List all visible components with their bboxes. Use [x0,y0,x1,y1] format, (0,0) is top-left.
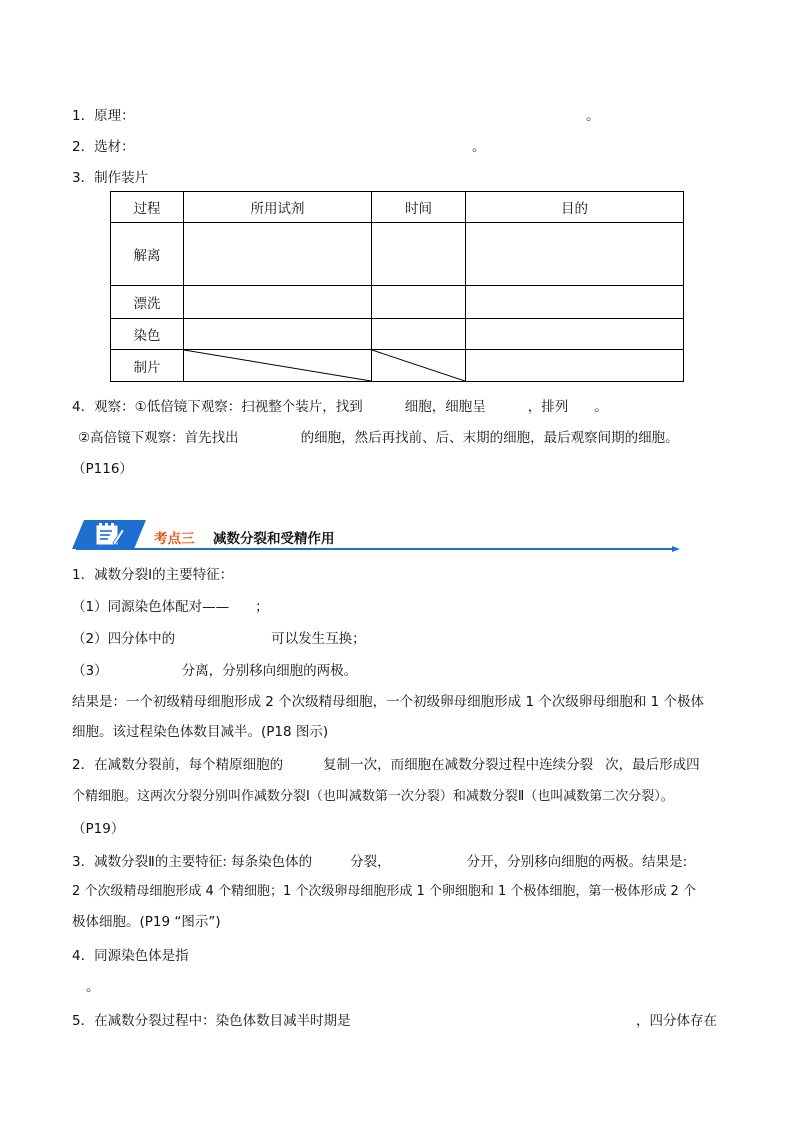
table-cell [466,223,684,286]
table-row-label: 漂洗 [111,286,184,319]
table-cell [466,319,684,350]
observe-text-a: 4．观察：①低倍镜下观察：扫视整个装片，找到 [72,399,363,415]
q1-heading: 1．减数分裂Ⅰ的主要特征： [72,567,234,583]
table-header: 时间 [372,192,466,223]
prep-table [110,191,684,382]
diagonal-line [372,350,465,381]
q1-item1-text: （1）同源染色体配对—— [72,599,230,615]
table-row-label: 染色 [111,319,184,350]
table-cell [372,319,466,350]
item-principle-label: 1．原理： [72,108,135,124]
q1-item2-text: （2）四分体中的 [72,631,176,647]
item-prep-label: 3．制作装片 [72,170,149,186]
q1-item3-end: 分离，分别移向细胞的两极。 [181,663,358,679]
observe-text-d: 。 [594,399,608,415]
q1-result-line2: 细胞。该过程染色体数目减半。(P18 图示) [72,724,329,740]
item-observe-line2 [78,426,679,446]
q5-text-end: ，四分体存在 [636,1013,717,1029]
q2-line1 [72,753,700,773]
observe-text-e: ②高倍镜下观察：首先找出 [78,430,239,446]
table-row [111,286,684,319]
section-banner [72,518,682,552]
banner-label: 考点三 [154,531,195,547]
q5-text: 5．在减数分裂过程中：染色体数目减半时期是 [72,1013,351,1029]
notepad-icon [94,521,124,547]
q4-text: 4．同源染色体是指 [72,948,189,964]
table-header: 目的 [466,192,684,223]
q1-item2-end: 可以发生互换； [271,631,366,647]
observe-text-b: 细胞，细胞呈 [404,399,486,415]
q1-result-line1: 结果是：一个初级精母细胞形成 2 个次级精母细胞，一个初级卵母细胞形成 1 个次级卵母细胞和 1 个极体 [72,694,705,710]
q3-line3: 极体细胞。(P19 “图示”) [72,914,221,930]
q1-item3 [72,659,357,679]
table-row [111,223,684,286]
table-row-label: 制片 [111,350,184,382]
table-header: 所用试剂 [184,192,372,223]
table-cell [184,286,372,319]
table-row [111,319,684,350]
q2-text-b: 复制一次，而细胞在减数分裂过程中连续分裂 [323,757,594,773]
table-cell [184,319,372,350]
q2-ref: （P19） [72,821,125,837]
observe-ref: （P116） [72,461,133,477]
q4-end: 。 [86,979,100,995]
table-cell-crossed [184,350,372,382]
q3-line2: 2 个次级精母细胞形成 4 个精细胞；1 个次级卵母细胞形成 1 个卵细胞和 1 个极体细胞，第一极体形成 2 个 [72,884,696,899]
q1-item1 [72,595,269,615]
item-material-end: 。 [472,139,486,155]
item-principle-end: 。 [586,108,600,124]
table-header-row [111,192,684,223]
table-cell [466,350,684,382]
table-cell [372,286,466,319]
q1-item2 [72,627,366,647]
table-row [111,350,684,382]
table-cell [466,286,684,319]
table-cell [372,223,466,286]
diagonal-line [184,350,371,381]
item-material-label: 2．选材： [72,139,135,155]
q3-line1 [72,850,687,870]
q1-item3-text: （3） [72,663,108,679]
banner-title: 减数分裂和受精作用 [213,531,335,547]
q2-text-a: 2．在减数分裂前，每个精原细胞的 [72,757,284,773]
q3-text-b: 分裂， [350,854,391,870]
table-header: 过程 [111,192,184,223]
table-cell-crossed [372,350,466,382]
observe-text-c: ，排列 [527,399,569,415]
table-row-label: 解离 [111,223,184,286]
q2-text-c: 次，最后形成四 [605,757,700,773]
q3-text-a: 3．减数分裂Ⅱ的主要特征: 每条染色体的 [72,854,313,870]
observe-text-f: 的细胞，然后再找前、后、末期的细胞，最后观察间期的细胞。 [300,430,679,446]
item-principle [72,104,135,124]
q1-item1-end: ； [255,599,269,615]
item-observe-line1 [72,395,608,415]
table-cell [184,223,372,286]
q2-line2: 个精细胞。这两次分裂分别叫作减数分裂Ⅰ（也叫减数第一次分裂）和减数分裂Ⅱ（也叫减数第二次分裂）。 [72,789,674,804]
q3-text-c: 分开，分别移向细胞的两极。结果是: [466,854,688,870]
